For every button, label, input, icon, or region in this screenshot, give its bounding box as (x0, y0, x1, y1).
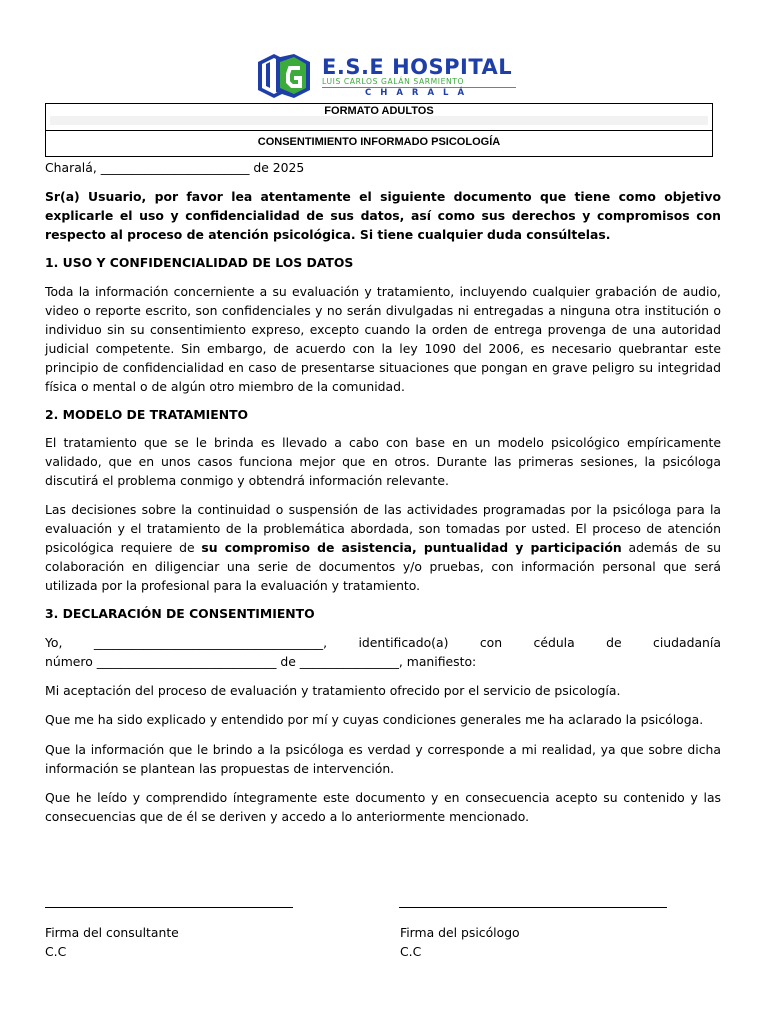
header-box (45, 103, 713, 157)
intro-paragraph: Sr(a) Usuario, por favor lea atentamente el siguiente documento que tiene como objetivo explicarle el uso y confidencialidad de sus datos, así como sus derechos y compromisos con respecto al proceso de atención psicológica. Si tiene cualquier duda consúltelas. (45, 189, 721, 242)
section1-title: 1. USO Y CONFIDENCIALIDAD DE LOS DATOS (45, 255, 354, 270)
name-blank: _____________________________________, (93, 635, 328, 650)
hospital-logo (254, 52, 516, 98)
header-row-format (46, 104, 712, 131)
signature-label-psychologist: Firma del psicólogo (400, 925, 520, 940)
header-row-title (46, 131, 712, 156)
section2-title: 2. MODELO DE TRATAMIENTO (45, 407, 249, 422)
ciudadania-label: ciudadanía (653, 635, 721, 650)
consent-name-line (45, 633, 721, 652)
date-line: Charalá, ________________________ de 2025 (45, 160, 305, 175)
logo-title: E.S.E HOSPITAL (322, 55, 513, 79)
consent-point-4: Que he leído y comprendido íntegramente este documento y en consecuencia acepto su contenido y las consecuencias que de él se deriven y accedo a lo anteriormente mencionado. (45, 790, 721, 824)
section1-text: Toda la información concerniente a su evaluación y tratamiento, incluyendo cualquier grabación de audio, video o reporte escrito, son confidenciales y no serán divulgadas ni entregadas a ninguna otra institución o individuo sin su consentimiento expreso, excepto cuando la orden de entrega provenga de una autoridad judicial competente. Sin embargo, de acuerdo con la ley 1090 del 2006, es necesario quebrantar este principio de confidencialidad en caso de presentarse situaciones que pongan en grave peligro su integridad física o mental o de algún otro miembro de la comunidad. (45, 284, 721, 394)
format-title: FORMATO ADULTOS (324, 105, 434, 117)
section2-paragraph2-start: Las decisiones sobre la continuidad o suspensión de las actividades programadas por la psicóloga para la evaluación y el tratamiento de la problemática abordada, son tomadas por usted. El proceso de atención psicológica requiere de (45, 502, 721, 555)
consent-point-2: Que me ha sido explicado y entendido por mí y cuyas condiciones generales me ha aclarado la psicóloga. (45, 712, 704, 727)
con-label: con (479, 635, 503, 650)
de-label: de (606, 635, 622, 650)
hospital-logo-icon (254, 52, 314, 98)
logo-town: CHARALÁ (364, 88, 474, 98)
id-label-psychologist: C.C (400, 944, 422, 959)
identificado-label: identificado(a) (358, 635, 449, 650)
consent-point-1: Mi aceptación del proceso de evaluación y tratamiento ofrecido por el servicio de psicología. (45, 683, 621, 698)
section2-commitment: su compromiso de asistencia, puntualidad y participación (201, 540, 622, 555)
section2-paragraph2-end: además de su colaboración en diligenciar una serie de documentos y/o pruebas, con información personal que será utilizada por la profesional para la evaluación y tratamiento. (45, 540, 721, 593)
yo-label: Yo, (45, 635, 63, 650)
consent-point-3: Que la información que le brindo a la psicóloga es verdad y corresponde a mi realidad, ya que sobre dicha información se plantean las propuestas de intervención. (45, 742, 721, 776)
section2-paragraph2 (45, 500, 721, 595)
section2-paragraph1: El tratamiento que se le brinda es llevado a cabo con base en un modelo psicológico empíricamente validado, que en unos casos funciona mejor que en otros. Durante las primeras sesiones, la psicóloga discutirá el problema conmigo y obtendrá información relevante. (45, 435, 721, 488)
header-shading (50, 116, 708, 125)
document-title: CONSENTIMIENTO INFORMADO PSICOLOGÍA (257, 136, 501, 148)
signature-line-consultant (45, 907, 293, 908)
logo-subtitle: LUIS CARLOS GALÁN SARMIENTO (322, 78, 516, 88)
section3-title: 3. DECLARACIÓN DE CONSENTIMIENTO (45, 606, 315, 621)
signature-label-consultant: Firma del consultante (45, 925, 179, 940)
consent-number-line: número _____________________________ de ________________, manifiesto: (45, 654, 477, 669)
signature-line-psychologist (399, 907, 667, 908)
id-label-consultant: C.C (45, 944, 67, 959)
cedula-label: cédula (533, 635, 575, 650)
